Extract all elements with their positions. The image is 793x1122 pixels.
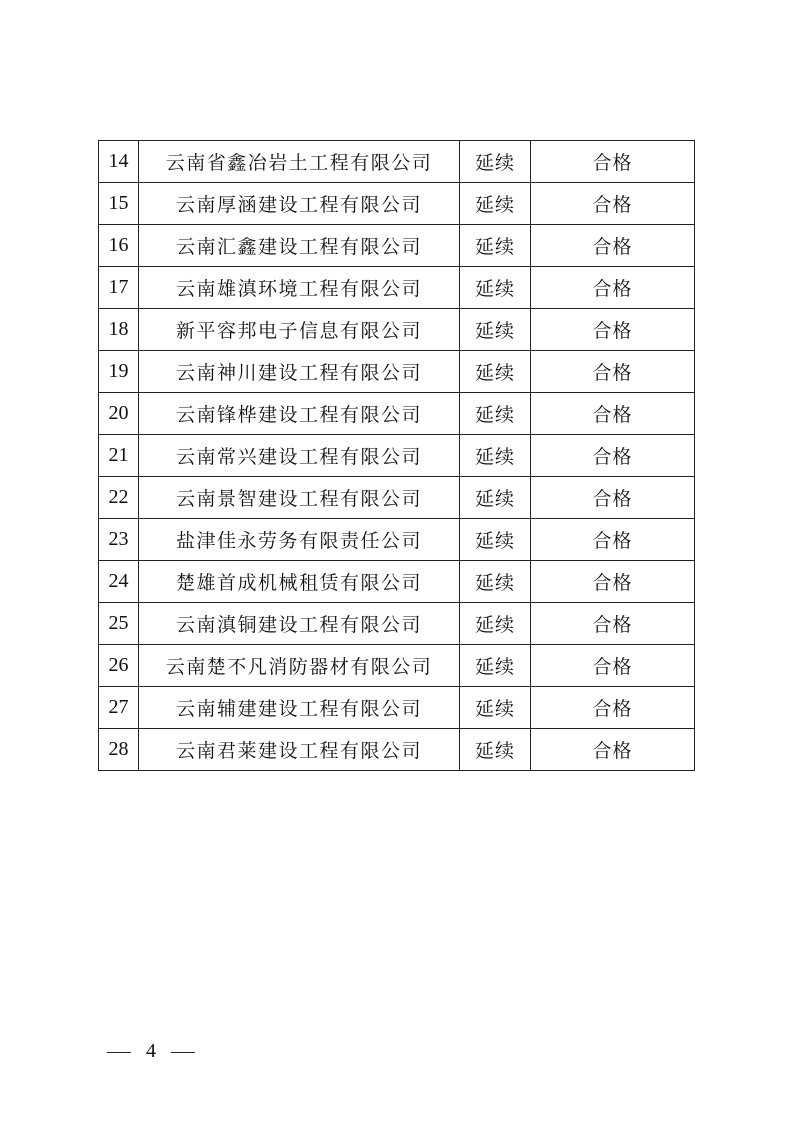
application-type: 延续 [460,225,531,267]
company-name: 云南景智建设工程有限公司 [139,477,460,519]
company-name: 云南厚涵建设工程有限公司 [139,183,460,225]
application-type: 延续 [460,603,531,645]
review-result: 合格 [531,351,695,393]
application-type: 延续 [460,183,531,225]
row-number: 27 [99,687,139,729]
company-name: 云南汇鑫建设工程有限公司 [139,225,460,267]
review-result: 合格 [531,183,695,225]
table-row [99,519,695,561]
review-result: 合格 [531,687,695,729]
review-result: 合格 [531,435,695,477]
row-number: 23 [99,519,139,561]
company-name: 云南君莱建设工程有限公司 [139,729,460,771]
row-number: 26 [99,645,139,687]
row-number: 18 [99,309,139,351]
row-number: 19 [99,351,139,393]
row-number: 15 [99,183,139,225]
row-number: 24 [99,561,139,603]
review-result: 合格 [531,603,695,645]
company-name: 云南省鑫冶岩土工程有限公司 [139,141,460,183]
page-number-right-dash [171,1052,195,1053]
application-type: 延续 [460,645,531,687]
table-row [99,687,695,729]
table-row [99,309,695,351]
application-type: 延续 [460,729,531,771]
table-row [99,603,695,645]
company-name: 云南楚不凡消防器材有限公司 [139,645,460,687]
company-name: 云南锋桦建设工程有限公司 [139,393,460,435]
table-row [99,351,695,393]
application-type: 延续 [460,267,531,309]
application-type: 延续 [460,561,531,603]
page-footer [107,1040,195,1063]
row-number: 20 [99,393,139,435]
company-name: 云南神川建设工程有限公司 [139,351,460,393]
review-result: 合格 [531,477,695,519]
table-row [99,729,695,771]
row-number: 16 [99,225,139,267]
company-name: 楚雄首成机械租赁有限公司 [139,561,460,603]
results-table-body [99,141,695,771]
row-number: 14 [99,141,139,183]
table-row [99,561,695,603]
application-type: 延续 [460,141,531,183]
application-type: 延续 [460,477,531,519]
table-row [99,645,695,687]
review-result: 合格 [531,645,695,687]
table-row [99,435,695,477]
company-name: 盐津佳永劳务有限责任公司 [139,519,460,561]
review-result: 合格 [531,393,695,435]
results-table [98,140,695,771]
application-type: 延续 [460,687,531,729]
page-number: 4 [146,1040,156,1062]
company-name: 新平容邦电子信息有限公司 [139,309,460,351]
row-number: 22 [99,477,139,519]
application-type: 延续 [460,351,531,393]
company-name: 云南雄滇环境工程有限公司 [139,267,460,309]
table-row [99,477,695,519]
row-number: 28 [99,729,139,771]
application-type: 延续 [460,309,531,351]
table-row [99,225,695,267]
company-name: 云南滇铜建设工程有限公司 [139,603,460,645]
table-row [99,141,695,183]
table-row [99,183,695,225]
application-type: 延续 [460,435,531,477]
company-name: 云南辅建建设工程有限公司 [139,687,460,729]
review-result: 合格 [531,225,695,267]
review-result: 合格 [531,267,695,309]
page-number-left-dash [107,1052,131,1053]
review-result: 合格 [531,309,695,351]
application-type: 延续 [460,393,531,435]
row-number: 25 [99,603,139,645]
row-number: 21 [99,435,139,477]
table-row [99,393,695,435]
review-result: 合格 [531,519,695,561]
row-number: 17 [99,267,139,309]
review-result: 合格 [531,141,695,183]
review-result: 合格 [531,561,695,603]
review-result: 合格 [531,729,695,771]
table-row [99,267,695,309]
application-type: 延续 [460,519,531,561]
company-name: 云南常兴建设工程有限公司 [139,435,460,477]
